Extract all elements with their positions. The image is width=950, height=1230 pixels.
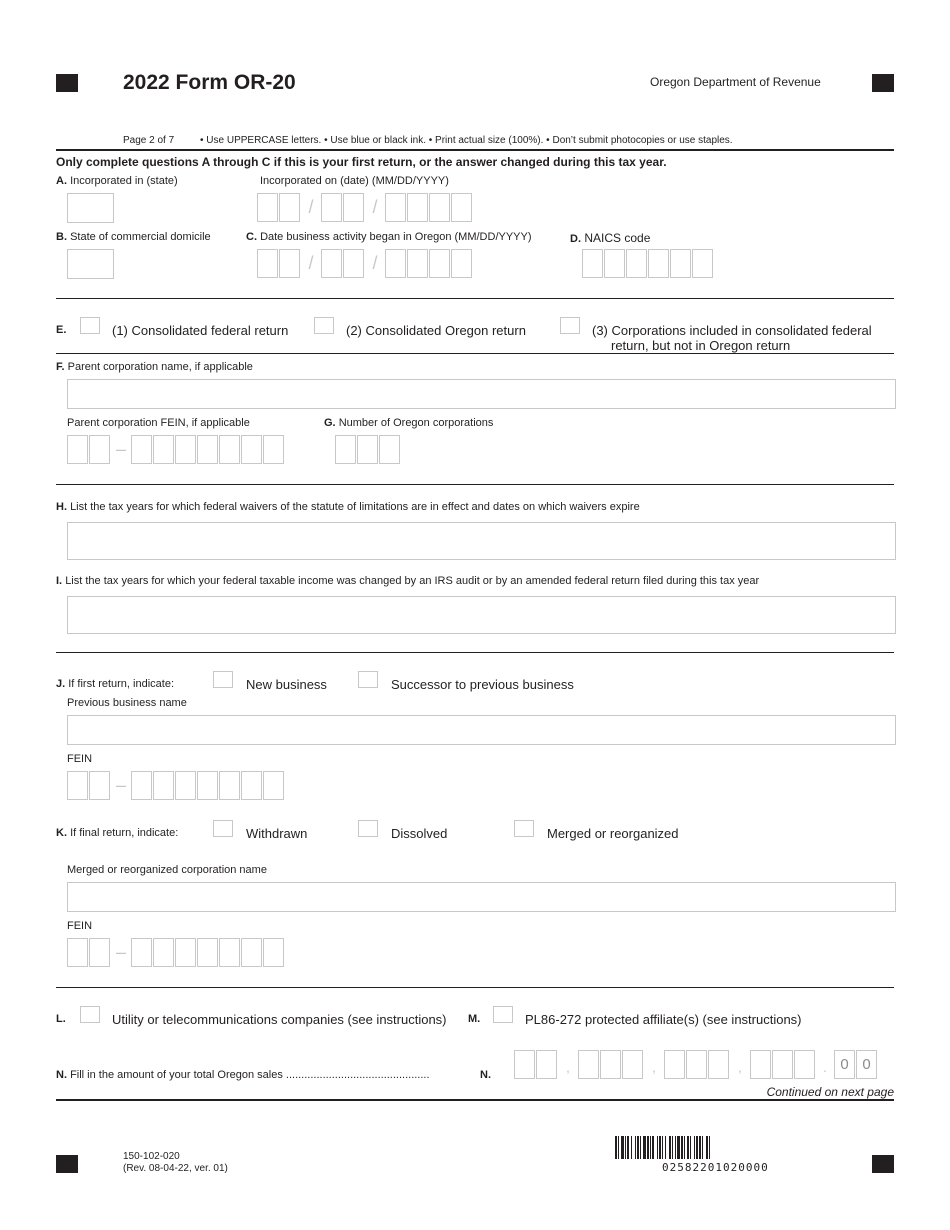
previous-fein-label: FEIN <box>67 753 93 765</box>
barcode-bar <box>625 1136 626 1159</box>
barcode-bar <box>631 1136 632 1159</box>
oregon-corporations-count-input[interactable] <box>335 435 401 464</box>
fein-cell[interactable] <box>175 435 196 464</box>
oregon-sales-input[interactable] <box>514 1050 878 1079</box>
date-separator: / <box>372 197 378 217</box>
fein-cell[interactable] <box>67 435 88 464</box>
merged-corporation-name-input[interactable] <box>67 882 896 912</box>
amount-cell[interactable] <box>686 1050 707 1079</box>
fein-cell[interactable] <box>197 771 218 800</box>
amount-comma: , <box>566 1059 570 1075</box>
amount-cell[interactable] <box>772 1050 793 1079</box>
naics-cell[interactable] <box>692 249 713 278</box>
count-cell[interactable] <box>379 435 400 464</box>
fein-cell[interactable] <box>219 435 240 464</box>
barcode-bar <box>690 1136 691 1159</box>
naics-cell[interactable] <box>604 249 625 278</box>
question-m-letter: M. <box>468 1013 481 1025</box>
barcode-bar <box>699 1136 701 1159</box>
parent-fein-input[interactable] <box>67 435 285 464</box>
merged-corporation-name-label: Merged or reorganized corporation name <box>67 864 267 876</box>
amount-cell[interactable] <box>794 1050 815 1079</box>
incorporated-date-label: Incorporated on (date) (MM/DD/YYYY) <box>260 175 449 187</box>
previous-business-name-label: Previous business name <box>67 697 187 709</box>
bottom-rule <box>56 1099 894 1101</box>
date-cell[interactable] <box>343 193 364 222</box>
fein-cell[interactable] <box>241 771 262 800</box>
date-cell[interactable] <box>429 193 450 222</box>
fein-cell[interactable] <box>153 771 174 800</box>
date-cell[interactable] <box>257 193 278 222</box>
barcode-bar <box>706 1136 708 1159</box>
date-cell[interactable] <box>451 193 472 222</box>
barcode-bar <box>618 1136 619 1159</box>
domicile-state-input[interactable] <box>67 249 114 279</box>
merged-reorganized-checkbox[interactable] <box>514 820 534 837</box>
barcode-bar <box>675 1136 676 1159</box>
question-n-end-letter: N. <box>480 1069 491 1081</box>
naics-cell[interactable] <box>626 249 647 278</box>
barcode-bar <box>659 1136 661 1159</box>
date-cell[interactable] <box>407 249 428 278</box>
dissolved-label: Dissolved <box>391 826 448 841</box>
registration-mark-top-left <box>56 74 78 92</box>
amount-cell[interactable] <box>750 1050 771 1079</box>
barcode-bar <box>684 1136 685 1159</box>
section-rule <box>56 298 894 299</box>
amount-cell[interactable] <box>600 1050 621 1079</box>
date-cell[interactable] <box>385 249 406 278</box>
fein-cell[interactable] <box>153 938 174 967</box>
agency-name: Oregon Department of Revenue <box>650 75 821 89</box>
intro-text: Only complete questions A through C if this is your first return, or the answer changed during this tax year. <box>56 155 667 169</box>
question-l-letter: L. <box>56 1013 66 1025</box>
barcode-bar <box>696 1136 698 1159</box>
barcode-bar <box>637 1136 639 1159</box>
fein-cell[interactable] <box>89 435 110 464</box>
fein-cell[interactable] <box>197 435 218 464</box>
parent-fein-label: Parent corporation FEIN, if applicable <box>67 417 250 429</box>
merged-reorganized-label: Merged or reorganized <box>547 826 679 841</box>
previous-business-name-input[interactable] <box>67 715 896 745</box>
amount-cell[interactable] <box>578 1050 599 1079</box>
fein-cell[interactable] <box>241 435 262 464</box>
corporations-included-label-2: return, but not in Oregon return <box>611 338 791 353</box>
fein-cell[interactable] <box>197 938 218 967</box>
question-d-label: D. NAICS code <box>570 231 651 245</box>
dissolved-checkbox[interactable] <box>358 820 378 837</box>
successor-business-label: Successor to previous business <box>391 677 574 692</box>
continued-note: Continued on next page <box>766 1085 894 1099</box>
section-rule <box>56 987 894 988</box>
header-rule <box>56 149 894 151</box>
barcode-bar <box>709 1136 710 1159</box>
fein-cell[interactable] <box>263 771 284 800</box>
date-cell[interactable] <box>321 193 342 222</box>
utility-telecom-checkbox[interactable] <box>80 1006 100 1023</box>
consolidated-federal-label: (1) Consolidated federal return <box>112 323 289 338</box>
date-cell[interactable] <box>407 193 428 222</box>
fein-cell[interactable] <box>175 938 196 967</box>
date-separator: / <box>372 253 378 273</box>
section-rule <box>56 652 894 653</box>
barcode-bar <box>677 1136 680 1159</box>
fein-cell[interactable] <box>219 771 240 800</box>
date-cell[interactable] <box>279 193 300 222</box>
question-e-letter: E. <box>56 324 67 336</box>
new-business-label: New business <box>246 677 327 692</box>
question-h-label: H. List the tax years for which federal waivers of the statute of limitations are in effect and dates on which waivers expire <box>56 501 640 513</box>
fein-cell[interactable] <box>175 771 196 800</box>
count-cell[interactable] <box>335 435 356 464</box>
cents-cell: 0 <box>856 1050 877 1079</box>
registration-mark-top-right <box>872 74 894 92</box>
new-business-checkbox[interactable] <box>213 671 233 688</box>
fein-cell[interactable] <box>67 938 88 967</box>
fein-cell[interactable] <box>89 938 110 967</box>
barcode-bar <box>657 1136 658 1159</box>
fein-cell[interactable] <box>153 435 174 464</box>
barcode-bar <box>635 1136 636 1159</box>
amount-comma: , <box>652 1059 656 1075</box>
form-number: 150-102-020 <box>123 1151 180 1162</box>
date-separator: / <box>308 197 314 217</box>
date-cell[interactable] <box>429 249 450 278</box>
barcode-bar <box>694 1136 695 1159</box>
naics-cell[interactable] <box>648 249 669 278</box>
registration-mark-bottom-left <box>56 1155 78 1173</box>
pl86-272-checkbox[interactable] <box>493 1006 513 1023</box>
date-cell[interactable] <box>343 249 364 278</box>
corporations-included-checkbox[interactable] <box>560 317 580 334</box>
barcode-bar <box>627 1136 629 1159</box>
question-f-label: F. Parent corporation name, if applicable <box>56 361 253 373</box>
barcode-bar <box>650 1136 651 1159</box>
barcode-bar <box>640 1136 641 1159</box>
section-rule <box>56 484 894 485</box>
barcode-bar <box>615 1136 617 1159</box>
question-b-label: B. State of commercial domicile <box>56 231 211 243</box>
question-n-label: N. Fill in the amount of your total Oregon sales ............................................... <box>56 1069 430 1081</box>
section-rule <box>56 353 894 354</box>
form-revision: (Rev. 08-04-22, ver. 01) <box>123 1163 228 1174</box>
barcode-bar <box>687 1136 689 1159</box>
consolidated-oregon-label: (2) Consolidated Oregon return <box>346 323 526 338</box>
date-cell[interactable] <box>257 249 278 278</box>
consolidated-oregon-checkbox[interactable] <box>314 317 334 334</box>
naics-cell[interactable] <box>670 249 691 278</box>
date-cell[interactable] <box>279 249 300 278</box>
merged-fein-input[interactable] <box>67 938 285 967</box>
fein-cell[interactable] <box>89 771 110 800</box>
incorporated-date-input[interactable] <box>257 193 473 222</box>
barcode-bar <box>652 1136 654 1159</box>
barcode <box>615 1136 827 1159</box>
fein-dash: – <box>115 439 126 459</box>
date-cell[interactable] <box>385 193 406 222</box>
page-number: Page 2 of 7 <box>123 135 175 146</box>
barcode-bar <box>672 1136 673 1159</box>
fein-cell[interactable] <box>241 938 262 967</box>
cents-cell: 0 <box>834 1050 855 1079</box>
federal-waivers-input[interactable] <box>67 522 896 560</box>
activity-begin-date-input[interactable] <box>257 249 473 278</box>
date-separator: / <box>308 253 314 273</box>
parent-corporation-name-input[interactable] <box>67 379 896 409</box>
barcode-bar <box>665 1136 666 1159</box>
question-c-label: C. Date business activity began in Oregon (MM/DD/YYYY) <box>246 231 532 243</box>
successor-business-checkbox[interactable] <box>358 671 378 688</box>
fein-cell[interactable] <box>67 771 88 800</box>
barcode-bar <box>681 1136 683 1159</box>
fein-cell[interactable] <box>263 938 284 967</box>
amount-cell[interactable] <box>514 1050 535 1079</box>
pl86-272-label: PL86-272 protected affiliate(s) (see instructions) <box>525 1012 802 1027</box>
previous-fein-input[interactable] <box>67 771 285 800</box>
fein-cell[interactable] <box>219 938 240 967</box>
question-a-label: A. Incorporated in (state) <box>56 175 178 187</box>
amount-decimal: . <box>823 1059 827 1075</box>
instructions-text: • Use UPPERCASE letters. • Use blue or black ink. • Print actual size (100%). • Don’t submit photocopies or use staples. <box>200 135 733 146</box>
fein-cell[interactable] <box>131 435 152 464</box>
consolidated-federal-checkbox[interactable] <box>80 317 100 334</box>
corporations-included-label: (3) Corporations included in consolidated federal <box>592 323 872 338</box>
fein-dash: – <box>115 942 126 962</box>
count-cell[interactable] <box>357 435 378 464</box>
question-i-label: I. List the tax years for which your federal taxable income was changed by an IRS audit or by an amended federal return filed during this tax year <box>56 575 760 587</box>
barcode-bar <box>702 1136 703 1159</box>
question-j-label: J. If first return, indicate: <box>56 678 175 690</box>
utility-telecom-label: Utility or telecommunications companies (see instructions) <box>112 1012 447 1027</box>
date-cell[interactable] <box>321 249 342 278</box>
merged-fein-label: FEIN <box>67 920 93 932</box>
amount-cell[interactable] <box>708 1050 729 1079</box>
amount-cell[interactable] <box>622 1050 643 1079</box>
registration-mark-bottom-right <box>872 1155 894 1173</box>
question-k-label: K. If final return, indicate: <box>56 827 179 839</box>
date-cell[interactable] <box>451 249 472 278</box>
barcode-bar <box>647 1136 649 1159</box>
barcode-bar <box>643 1136 646 1159</box>
withdrawn-checkbox[interactable] <box>213 820 233 837</box>
barcode-bar <box>621 1136 624 1159</box>
form-title: 2022 Form OR-20 <box>123 71 296 94</box>
question-g-label: G. Number of Oregon corporations <box>324 417 494 429</box>
naics-code-input[interactable] <box>582 249 714 278</box>
amount-cell[interactable] <box>536 1050 557 1079</box>
barcode-number: 02582201020000 <box>662 1161 769 1174</box>
naics-cell[interactable] <box>582 249 603 278</box>
amount-cell[interactable] <box>664 1050 685 1079</box>
barcode-bar <box>662 1136 663 1159</box>
fein-cell[interactable] <box>131 771 152 800</box>
barcode-bar <box>669 1136 671 1159</box>
incorporated-state-input[interactable] <box>67 193 114 223</box>
irs-audit-years-input[interactable] <box>67 596 896 634</box>
fein-dash: – <box>115 775 126 795</box>
fein-cell[interactable] <box>131 938 152 967</box>
amount-comma: , <box>738 1059 742 1075</box>
withdrawn-label: Withdrawn <box>246 826 308 841</box>
fein-cell[interactable] <box>263 435 284 464</box>
